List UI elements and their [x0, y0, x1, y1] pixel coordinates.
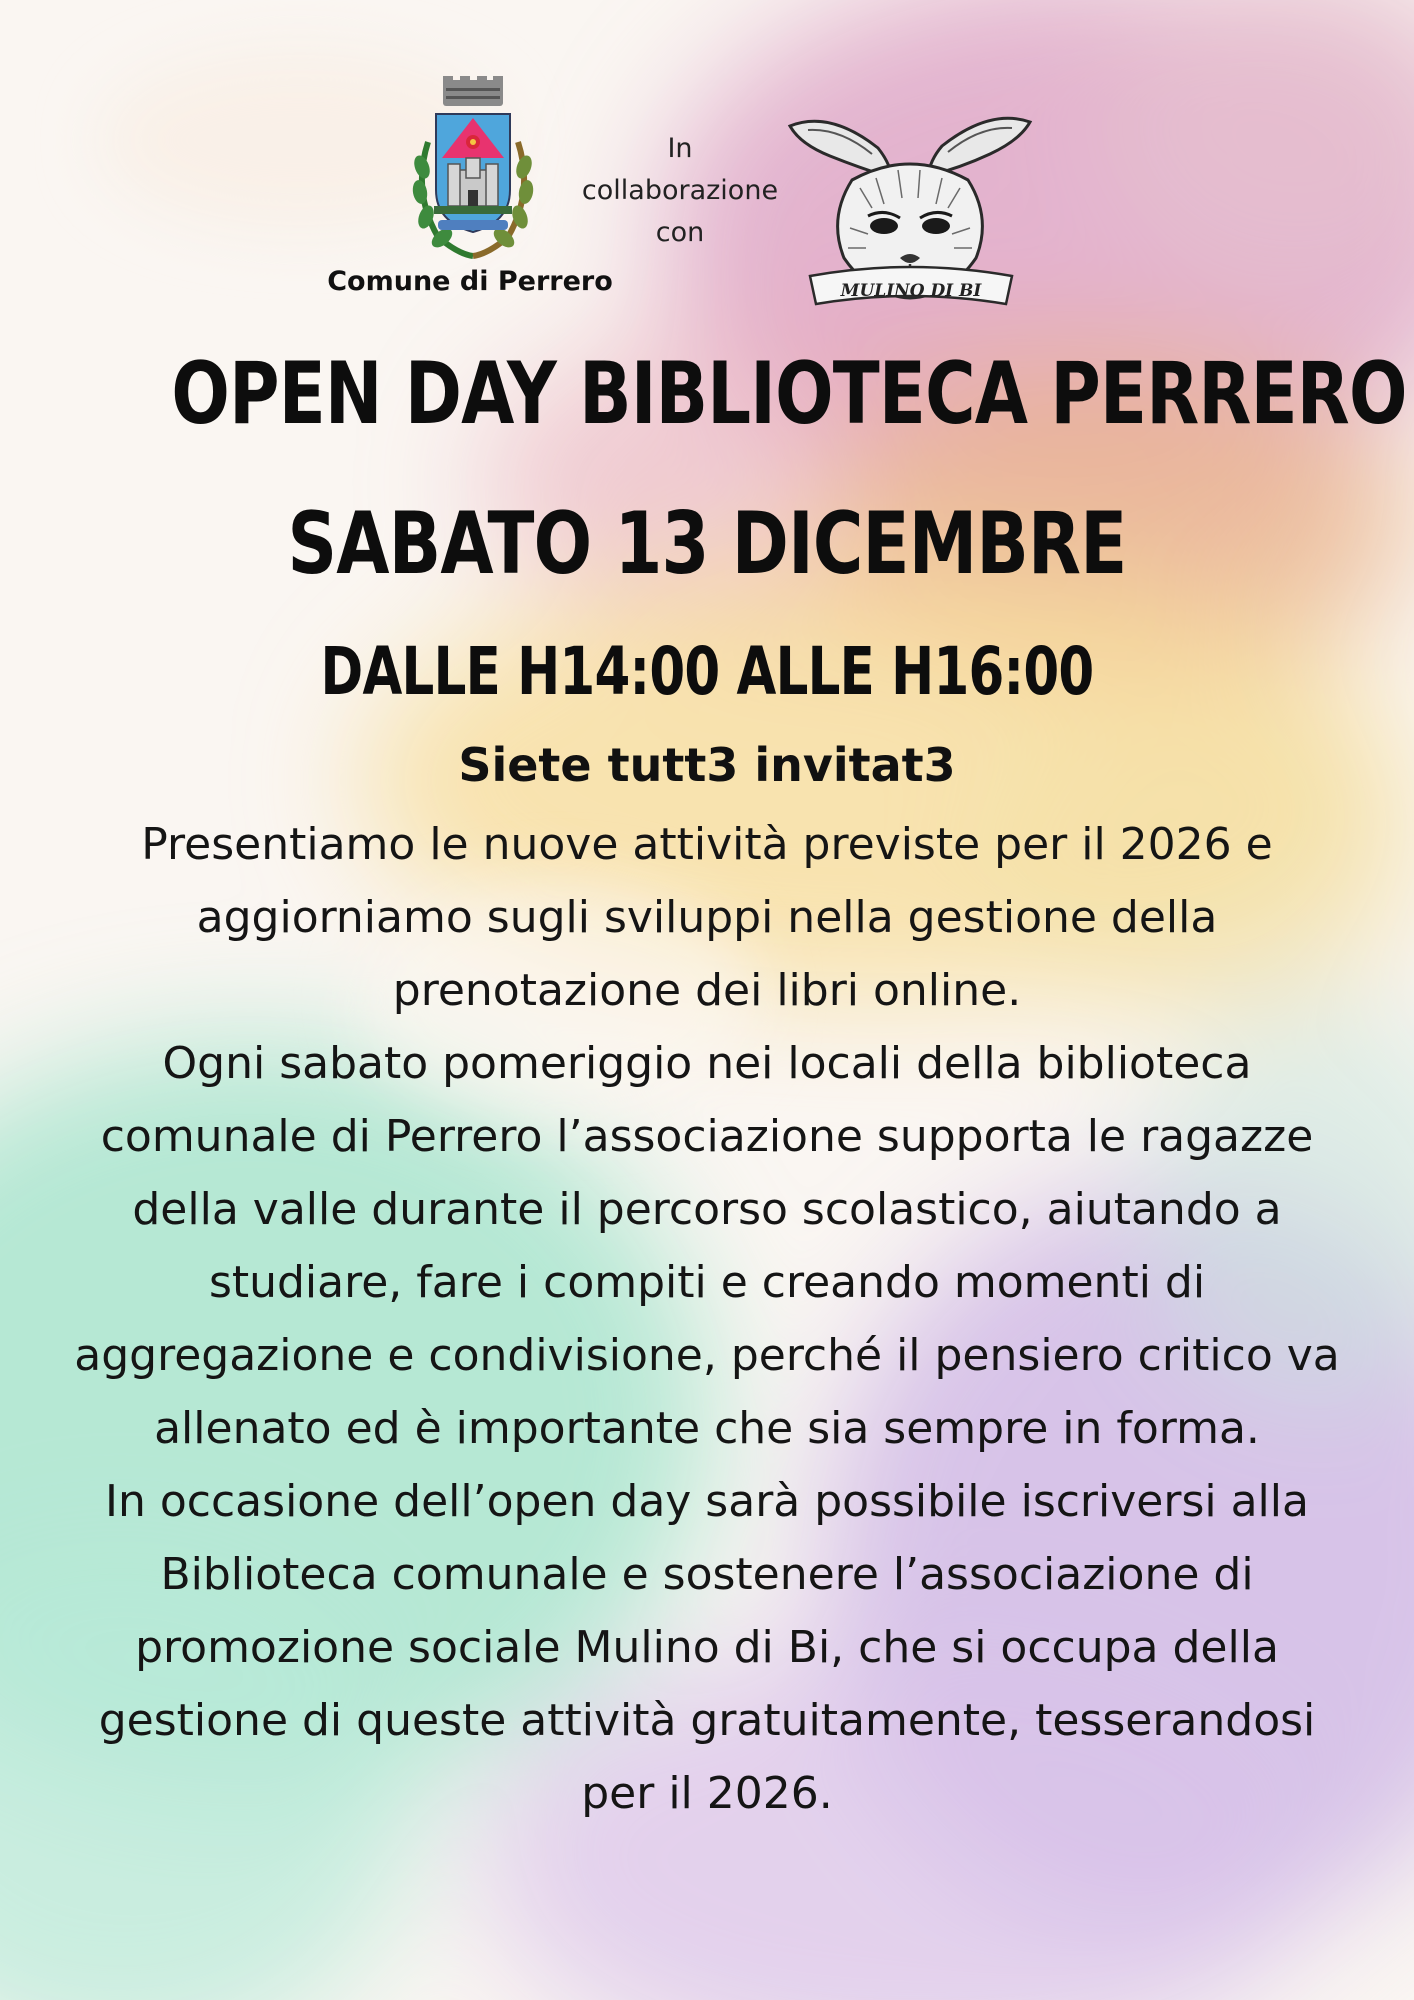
- collab-line: con: [655, 217, 705, 248]
- collaboration-note: [560, 128, 800, 254]
- mulino-di-bi-rabbit-logo: [780, 108, 1040, 320]
- collab-line: collaborazione: [581, 175, 779, 206]
- paragraph-association: Ogni sabato pomeriggio nei locali della biblioteca comunale di Perrero l’associazione supporta le ragazze della valle durante il percorso scolastico, aiutando a studiare, fare i compiti e creando momenti di aggregazione e condivisione, perché il pensiero critico va allenato ed è importante che sia sempre in forma.: [74, 1038, 1340, 1454]
- comune-crest-icon: [398, 72, 548, 272]
- comune-name: Comune di Perrero: [327, 266, 613, 297]
- collab-line: In: [667, 133, 693, 164]
- event-date: SABATO 13 DICEMBRE: [287, 494, 1127, 594]
- event-title: OPEN DAY BIBLIOTECA PERRERO: [171, 344, 1407, 444]
- paragraph-activities: Presentiamo le nuove attività previste per il 2026 e aggiorniamo sugli sviluppi nella gestione della prenotazione dei libri online.: [141, 819, 1273, 1016]
- paragraph-open-day: In occasione dell’open day sarà possibile iscriversi alla Biblioteca comunale e sostenere l’associazione di promozione sociale Mulino di Bi, che si occupa della gestione di queste attività gratuitamente, tesserandosi per il 2026.: [98, 1476, 1316, 1819]
- event-time: DALLE H14:00 ALLE H16:00: [320, 633, 1094, 710]
- body-text: [60, 808, 1354, 1830]
- invite-line: Siete tutt3 invitat3: [458, 738, 956, 792]
- logo-ribbon-text: MULINO DI BI: [840, 281, 982, 301]
